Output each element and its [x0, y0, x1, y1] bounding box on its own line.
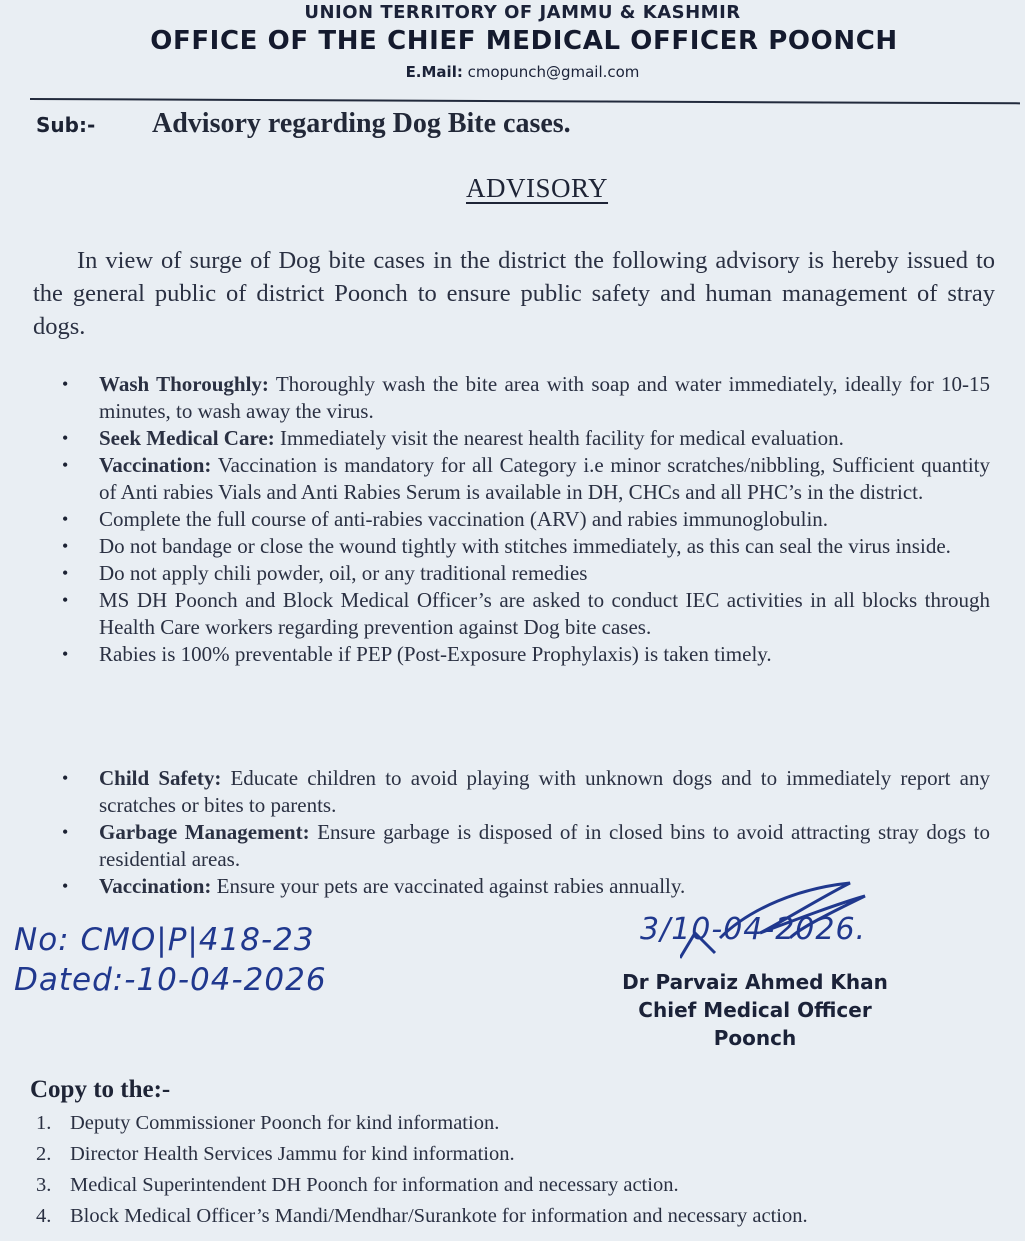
bullet-text: Ensure your pets are vaccinated against rabies annually.: [211, 874, 686, 898]
bullet-label: Garbage Management:: [99, 820, 310, 844]
subject-label: Sub:-: [36, 113, 96, 137]
advisory-bullet: [60, 371, 990, 425]
subject-text: Advisory regarding Dog Bite cases.: [152, 108, 571, 139]
handwritten-dated: Dated:-10-04-2026: [14, 962, 327, 998]
email-line: [0, 63, 1025, 81]
bullet-label: Child Safety:: [99, 766, 222, 790]
advisory-bullet: [60, 819, 990, 873]
copy-item-text: Director Health Services Jammu for kind information.: [70, 1143, 515, 1165]
bullet-text: Vaccination is mandatory for all Category i.e minor scratches/nibbling, Sufficient quantity of Anti rabies Vials and Anti Rabies Serum is available in DH, CHCs and all PHC’s in the district.: [99, 453, 990, 504]
copy-item-number: 2.: [36, 1143, 52, 1165]
bullet-label: Vaccination:: [99, 453, 212, 477]
bullet-text: Do not apply chili powder, oil, or any traditional remedies: [99, 561, 588, 585]
bullet-text: Complete the full course of anti-rabies vaccination (ARV) and rabies immunoglobulin.: [99, 507, 829, 531]
bullet-text: Thoroughly wash the bite area with soap and water immediately, ideally for 10-15 minutes, to wash away the virus.: [99, 372, 990, 423]
bullet-text: MS DH Poonch and Block Medical Officer’s are asked to conduct IEC activities in all blocks through Health Care workers regarding prevention against Dog bite cases.: [99, 588, 990, 639]
advisory-title: ADVISORY: [466, 173, 609, 203]
office-heading: OFFICE OF THE CHIEF MEDICAL OFFICER POONCH: [150, 26, 898, 56]
advisory-bullet: [60, 425, 990, 452]
bullet-text: Do not bandage or close the wound tightly with stitches immediately, as this can seal the virus inside.: [99, 534, 951, 558]
signatory-block: [590, 968, 920, 1052]
copy-to-item: [30, 1170, 930, 1201]
bullet-label: Vaccination:: [99, 874, 212, 898]
advisory-bullet: [60, 765, 990, 819]
intro-paragraph: In view of surge of Dog bite cases in the district the following advisory is hereby issued to the general public of district Poonch to ensure public safety and human management of stray dogs.: [33, 247, 995, 340]
advisory-bullet: [60, 560, 990, 587]
handwritten-number: No: CMO|P|418-23: [14, 922, 315, 958]
copy-to-item: [30, 1201, 930, 1232]
advisory-bullet: [60, 533, 990, 560]
advisory-bullet: [60, 506, 990, 533]
copy-to-item: [30, 1139, 930, 1170]
bullet-text: Rabies is 100% preventable if PEP (Post-Exposure Prophylaxis) is taken timely.: [99, 642, 772, 666]
copy-item-number: 3.: [36, 1174, 52, 1196]
signatory-designation: Chief Medical Officer: [638, 998, 872, 1022]
copy-to-heading: Copy to the:-: [30, 1076, 171, 1103]
territory-heading: UNION TERRITORY OF JAMMU & KASHMIR: [304, 2, 741, 23]
copy-to-item: [30, 1108, 930, 1139]
handwritten-sign-date: 3/10-04-2026.: [640, 912, 867, 947]
copy-item-number: 4.: [36, 1205, 52, 1227]
copy-item-text: Medical Superintendent DH Poonch for information and necessary action.: [70, 1174, 679, 1196]
bullet-label: Seek Medical Care:: [99, 426, 275, 450]
copy-to-list: [30, 1108, 930, 1232]
header-divider: [30, 98, 1020, 104]
copy-item-text: Block Medical Officer’s Mandi/Mendhar/Surankote for information and necessary action.: [70, 1205, 808, 1227]
bullet-text: Immediately visit the nearest health facility for medical evaluation.: [274, 426, 844, 450]
bullet-text: Educate children to avoid playing with unknown dogs and to immediately report any scratches or bites to parents.: [99, 766, 990, 817]
bullet-text: Ensure garbage is disposed of in closed bins to avoid attracting stray dogs to residential areas.: [99, 820, 990, 871]
signatory-place: Poonch: [713, 1026, 797, 1050]
copy-item-number: 1.: [36, 1112, 52, 1134]
advisory-bullet: [60, 641, 990, 668]
advisory-bullet: [60, 587, 990, 641]
copy-item-text: Deputy Commissioner Poonch for kind information.: [70, 1112, 500, 1134]
signatory-name: Dr Parvaiz Ahmed Khan: [622, 970, 888, 994]
bullet-label: Wash Thoroughly:: [99, 372, 269, 396]
advisory-list-primary: [60, 371, 990, 668]
email-address: cmopunch@gmail.com: [467, 63, 640, 81]
advisory-bullet: [60, 452, 990, 506]
email-label: E.Mail:: [405, 63, 463, 81]
